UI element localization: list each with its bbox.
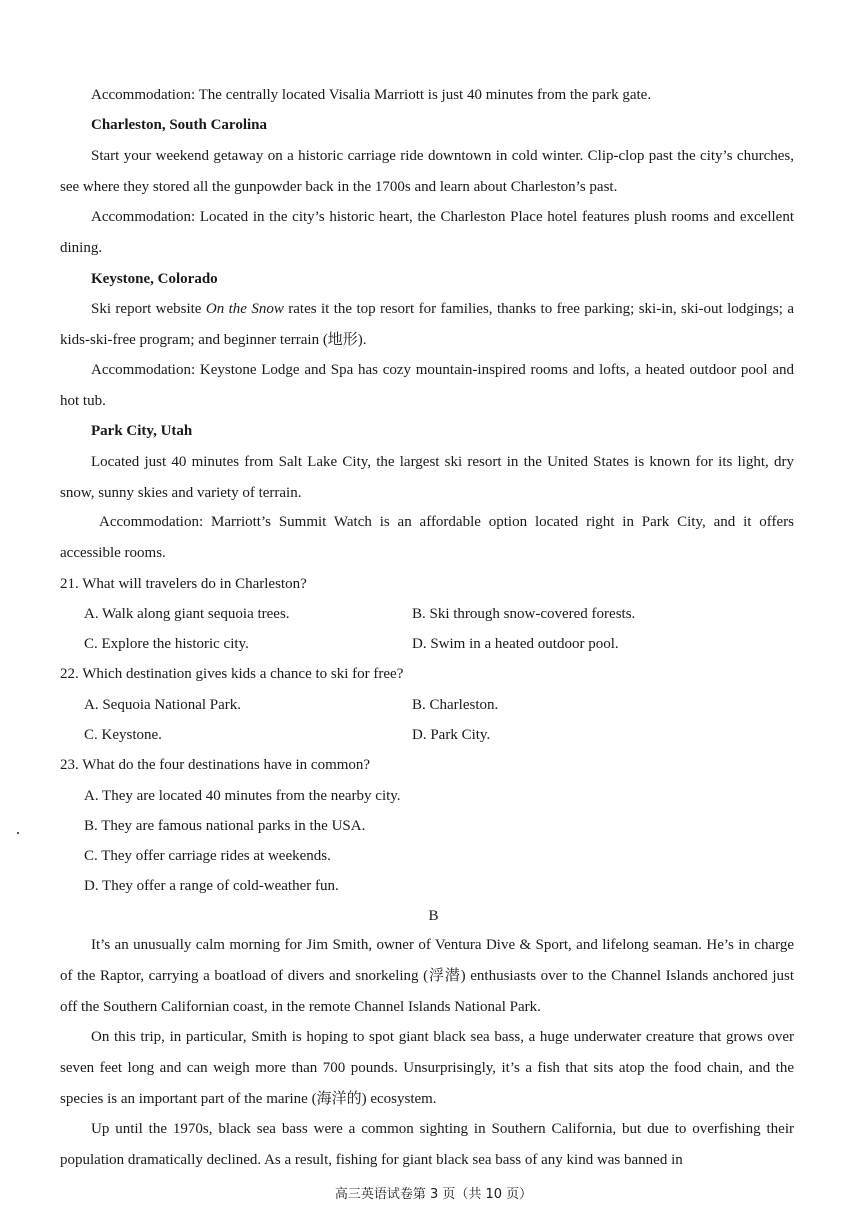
question-22: 22. Which destination gives kids a chance to ski for free? — [60, 666, 404, 682]
heading-charleston: Charleston, South Carolina — [91, 117, 268, 133]
q21-option-a: A. Walk along giant sequoia trees. — [84, 606, 290, 622]
passage-b-paragraph-3: Up until the 1970s, black sea bass were a common sighting in Southern California, but due to overfishing their population dramatically declined. As a result, fishing for giant black sea bass of any kind was banned in — [60, 1121, 794, 1168]
keystone-text-a: Ski report website — [91, 301, 206, 317]
q21-option-b: B. Ski through snow-covered forests. — [412, 606, 636, 622]
keystone-text-b: rates it the top resort for families, thanks to free parking; ski-in, ski-out lodgings; a kids-ski-free program; and beginner terrain (地形). — [60, 301, 795, 348]
q23-option-d: D. They offer a range of cold-weather fun. — [84, 878, 339, 894]
accommodation-park-city: Accommodation: Marriott’s Summit Watch is an affordable option located right in Park City, and it offers accessible rooms. — [60, 514, 794, 561]
heading-keystone: Keystone, Colorado — [91, 271, 218, 287]
q22-option-d: D. Park City. — [412, 727, 491, 743]
q22-option-b: B. Charleston. — [412, 697, 499, 713]
q21-option-c: C. Explore the historic city. — [84, 636, 249, 652]
passage-b-paragraph-1: It’s an unusually calm morning for Jim Smith, owner of Ventura Dive & Sport, and lifelong seaman. He’s in charge of the Raptor, carrying a boatload of divers and snorkeling (浮潜) enthusiasts over to the Channel Islands anchored just off the Southern Californian coast, in the remote Channel Islands National Park. — [60, 937, 794, 1015]
q22-option-c: C. Keystone. — [84, 727, 162, 743]
passage-b-paragraph-2: On this trip, in particular, Smith is hoping to spot giant black sea bass, a huge underwater creature that grows over seven feet long and can weigh more than 700 pounds. Unsurprisingly, it’s a fish that sits atop the food chain, and the species is an important part of the marine (海洋的) ecosystem. — [60, 1029, 794, 1107]
q22-option-a: A. Sequoia National Park. — [84, 697, 242, 713]
paragraph-keystone — [60, 294, 794, 356]
q21-option-d: D. Swim in a heated outdoor pool. — [412, 636, 619, 652]
question-23: 23. What do the four destinations have in common? — [60, 757, 371, 773]
heading-park-city: Park City, Utah — [91, 423, 193, 439]
scan-speck — [17, 832, 19, 834]
accommodation-keystone: Accommodation: Keystone Lodge and Spa has cozy mountain-inspired rooms and lofts, a heated outdoor pool and hot tub. — [60, 362, 794, 409]
q23-option-b: B. They are famous national parks in the USA. — [84, 818, 366, 834]
accommodation-charleston: Accommodation: Located in the city’s historic heart, the Charleston Place hotel features plush rooms and excellent dining. — [60, 209, 794, 256]
page-footer: 高三英语试卷第 3 页（共 10 页） — [334, 1187, 533, 1202]
accommodation-visalia: Accommodation: The centrally located Visalia Marriott is just 40 minutes from the park gate. — [91, 87, 652, 103]
question-21: 21. What will travelers do in Charleston? — [60, 576, 307, 592]
section-b-heading: B — [428, 908, 439, 924]
q23-option-c: C. They offer carriage rides at weekends. — [84, 848, 331, 864]
paragraph-park-city: Located just 40 minutes from Salt Lake City, the largest ski resort in the United States is known for its light, dry snow, sunny skies and variety of terrain. — [60, 454, 794, 501]
q23-option-a: A. They are located 40 minutes from the nearby city. — [84, 788, 401, 804]
paragraph-charleston: Start your weekend getaway on a historic carriage ride downtown in cold winter. Clip-clop past the city’s churches, see where they stored all the gunpowder back in the 1700s and learn about Charleston’s past. — [60, 148, 794, 195]
website-name: On the Snow — [205, 301, 284, 317]
